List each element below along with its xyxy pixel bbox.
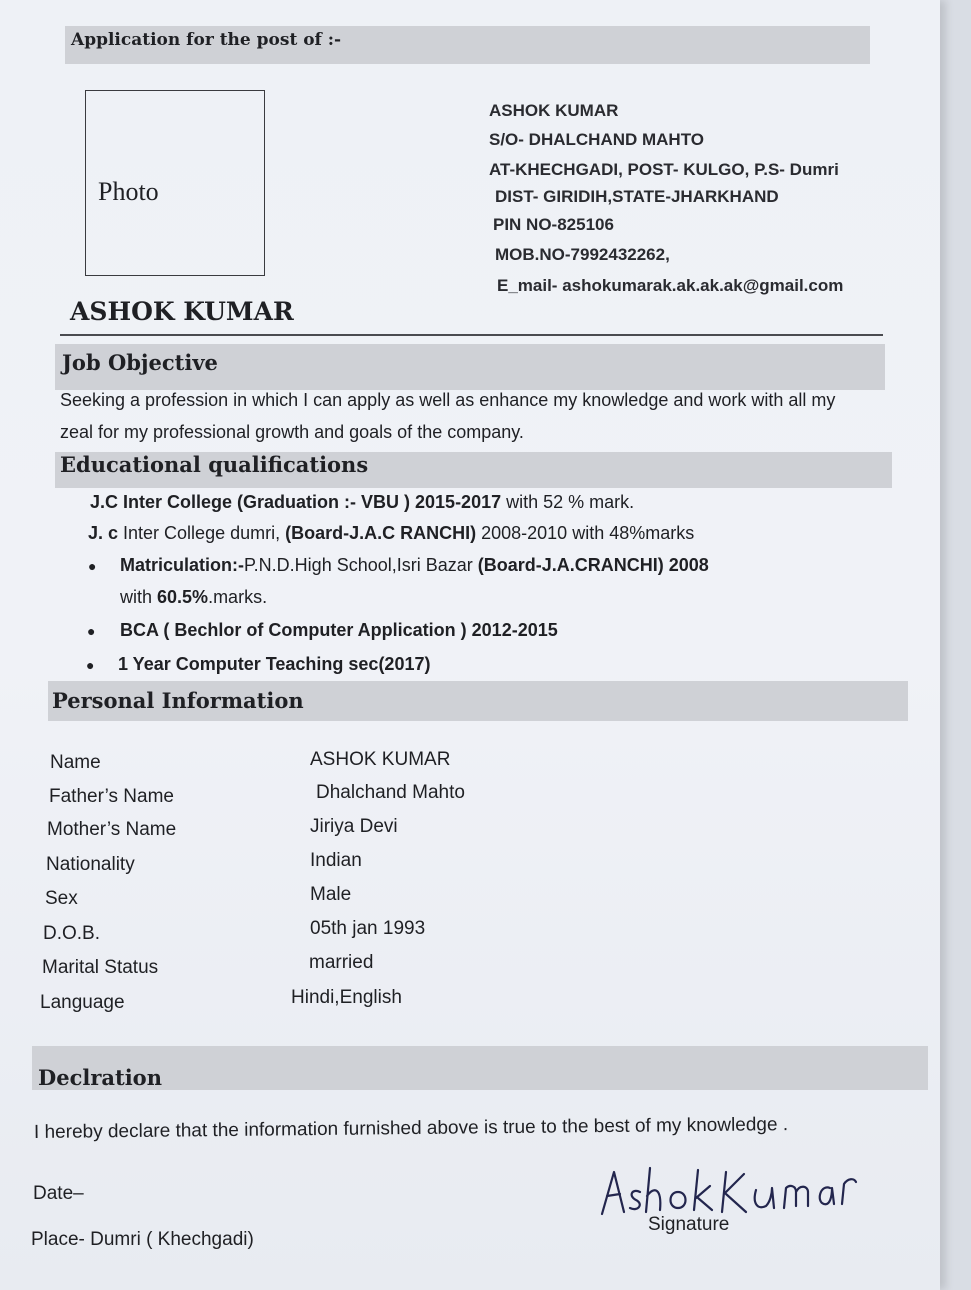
education-item-3-percent: 60.5% <box>157 587 209 607</box>
contact-address: AT-KHECHGADI, POST- KULGO, P.S- Dumri <box>489 160 839 179</box>
education-item-3 <box>120 555 709 576</box>
education-item-3-with: with <box>120 587 158 607</box>
education-item-5: 1 Year Computer Teaching sec(2017) <box>118 654 431 674</box>
personal-value-father: Dhalchand Mahto <box>316 782 465 803</box>
objective-title: Job Objective <box>62 350 218 375</box>
education-item-3-board: (Board-J.A.CRANCHI) 2008 <box>477 555 709 575</box>
personal-label-sex: Sex <box>45 888 78 909</box>
personal-title: Personal Information <box>52 688 304 713</box>
contact-pin: PIN NO-825106 <box>493 215 614 234</box>
contact-name: ASHOK KUMAR <box>489 101 619 120</box>
personal-label-nationality: Nationality <box>46 854 135 875</box>
bullet-icon: ● <box>87 623 96 639</box>
contact-email: E_mail- ashokumarak.ak.ak.ak@gmail.com <box>497 276 844 295</box>
photo-label: Photo <box>98 177 159 206</box>
personal-value-marital: married <box>309 952 374 973</box>
declaration-title: Declration <box>38 1065 162 1090</box>
personal-value-sex: Male <box>310 884 352 905</box>
objective-line-2: zeal for my professional growth and goals of the company. <box>60 422 524 442</box>
education-item-2-prefix: J. c <box>88 523 124 543</box>
education-item-1 <box>90 492 634 513</box>
date-label: Date– <box>33 1183 84 1204</box>
education-item-1-main: J.C Inter College (Graduation :- VBU ) 2015-2017 <box>90 492 502 512</box>
declaration-text: I hereby declare that the information furnished above is true to the best of my knowledge . <box>33 1114 789 1143</box>
personal-value-dob: 05th jan 1993 <box>310 918 426 939</box>
education-item-2-years: 2008-2010 with 48%marks <box>476 523 695 543</box>
personal-value-nationality: Indian <box>310 850 362 871</box>
photo-placeholder <box>85 90 265 276</box>
education-title: Educational qualifications <box>60 452 369 477</box>
declaration-band <box>32 1046 928 1090</box>
objective-line-1: Seeking a profession in which I can apply as well as enhance my knowledge and work with all my <box>60 390 836 410</box>
application-post-band <box>65 26 870 64</box>
personal-value-name: ASHOK KUMAR <box>310 749 451 770</box>
personal-label-mother: Mother’s Name <box>47 819 177 840</box>
personal-label-language: Language <box>40 992 125 1013</box>
application-post-label: Application for the post of :- <box>71 30 342 50</box>
personal-label-father: Father’s Name <box>49 786 174 807</box>
signature-image <box>598 1158 860 1218</box>
education-item-1-mark: with 52 % mark. <box>501 492 635 512</box>
education-item-2-college: Inter College dumri, <box>123 523 286 543</box>
place-label: Place- Dumri ( Khechgadi) <box>31 1229 254 1250</box>
bullet-icon: ● <box>86 657 95 673</box>
signature-label: Signature <box>648 1214 730 1235</box>
education-item-2-board: (Board-J.A.C RANCHI) <box>285 523 477 543</box>
education-item-3-label: Matriculation:- <box>120 555 244 575</box>
contact-mobile: MOB.NO-7992432262, <box>495 245 670 264</box>
education-item-4: BCA ( Bechlor of Computer Application ) 2012-2015 <box>120 620 558 640</box>
education-item-3-school: P.N.D.High School,Isri Bazar <box>244 555 478 575</box>
contact-father: S/O- DHALCHAND MAHTO <box>489 130 705 149</box>
contact-district: DIST- GIRIDIH,STATE-JHARKHAND <box>495 187 779 206</box>
personal-label-dob: D.O.B. <box>43 923 101 944</box>
education-item-2 <box>88 523 694 544</box>
candidate-name-heading: ASHOK KUMAR <box>70 297 294 326</box>
bullet-icon: ● <box>88 558 97 574</box>
education-item-3-cont <box>120 587 267 608</box>
personal-value-language: Hindi,English <box>291 987 402 1008</box>
heading-rule <box>60 334 883 336</box>
personal-label-marital: Marital Status <box>42 957 159 978</box>
education-item-3-marks: .marks. <box>208 587 268 607</box>
personal-value-mother: Jiriya Devi <box>310 816 398 837</box>
personal-label-name: Name <box>50 752 101 773</box>
